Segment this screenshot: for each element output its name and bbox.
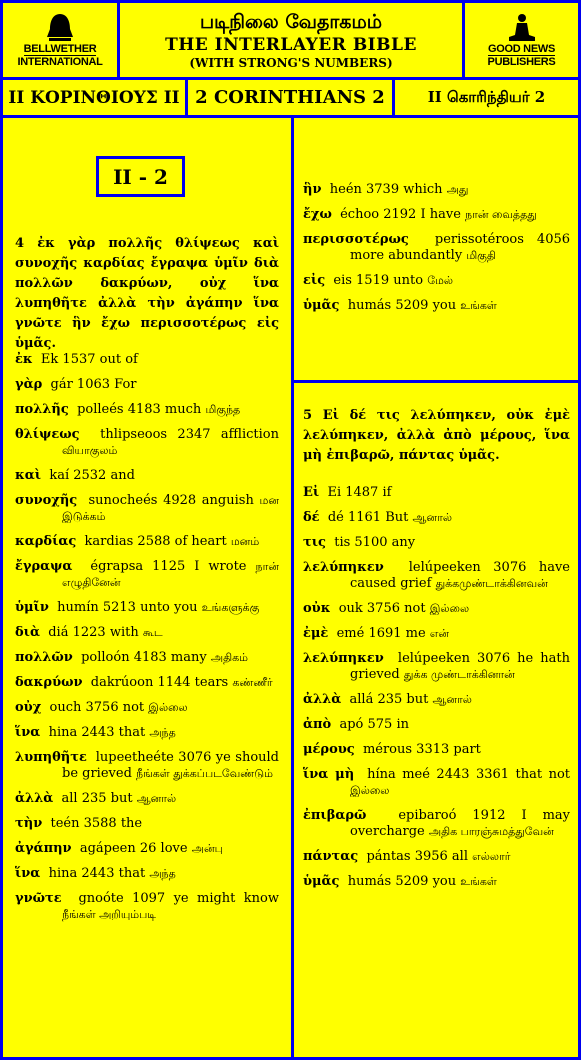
tamil-gloss: இல்லை [350,784,390,797]
greek-word: ἐπιβαρῶ [303,808,367,823]
right-top-column [291,115,581,383]
main-title: THE INTERLAYER BIBLE [165,34,417,55]
subtitle: (WITH STRONG'S NUMBERS) [189,55,393,70]
word-entry [303,651,570,683]
word-entry [15,493,279,525]
word-entry [303,273,570,289]
translation-text: ouk 3756 not [338,601,426,616]
translation-text: teén 3588 the [50,816,143,831]
greek-word: οὐχ [15,700,42,715]
tamil-gloss: மேல் [427,274,453,287]
greek-word: λελύπηκεν [303,560,384,575]
tamil-gloss: நான் வைத்தது [465,208,537,221]
word-entry [15,427,279,459]
tamil-gloss: எல்லார் [472,850,511,863]
translation-text: all 235 but [61,791,133,806]
tamil-gloss: ஆனால் [412,511,452,524]
word-entry [15,725,279,741]
word-entry [303,298,570,314]
greek-word: ἵνα [15,866,41,881]
greek-word: καὶ [15,468,42,483]
translation-text: pántas 3956 all [366,849,468,864]
translation-text: humín 5213 unto you [57,600,198,615]
greek-word: ἵνα [15,725,41,740]
rider-icon [505,13,539,43]
word-entry [15,600,279,616]
tamil-gloss: இல்லை [429,602,470,615]
word-entry [15,650,279,666]
greek-word: ὑμᾶς [303,874,340,889]
word-entry [15,534,279,550]
left-column [0,115,294,1060]
translation-text: ouch 3756 not [49,700,145,715]
greek-word: ἀλλὰ [15,791,54,806]
translation-text: sunocheés 4928 anguish [88,493,254,508]
word-entry [15,559,279,591]
bellwether-logo [0,0,120,80]
right-bottom-column [291,380,581,1060]
translation-text: kaí 2532 and [49,468,135,483]
chapter-label: II - 2 [96,156,185,197]
greek-word: διὰ [15,625,40,640]
logo-line-good-news: GOOD NEWS [488,42,555,55]
tamil-gloss: கூட [142,626,163,639]
greek-word: τις [303,535,326,550]
right-bottom-word-entries [303,485,570,899]
greek-word: λυπηθῆτε [15,750,87,765]
logo-line-publishers: PUBLISHERS [487,55,556,68]
left-word-entries [15,352,279,932]
tamil-gloss: அதிகம் [210,651,248,664]
greek-word: συνοχῆς [15,493,78,508]
translation-text: mérous 3313 part [362,742,481,757]
tamil-gloss: கண்ணீர் [232,676,273,689]
tamil-gloss: ஆனால் [432,693,472,706]
translation-text: tis 5100 any [334,535,416,550]
word-entry [303,742,570,758]
translation-text: égrapsa 1125 I wrote [90,559,247,574]
book-title-greek: II ΚΟΡΙΝΘΙΟΥΣ II [0,77,188,118]
tamil-gloss: மிகுதி [466,249,496,262]
translation-text: hina 2443 that [48,866,146,881]
word-entry [303,510,570,526]
translation-text: epibaroó 1912 I may overcharge [350,808,571,839]
greek-word: ἐμὲ [303,626,329,641]
translation-text: emé 1691 me [336,626,426,641]
translation-text: apó 575 in [339,717,409,732]
word-entry [15,468,279,484]
verse-5-text: 5 Εἰ δέ τις λελύπηκεν, οὐκ ἐμὲ λελύπηκεν, ἀλλὰ ἀπὸ μέρους, ἵνα μὴ ἐπιβαρῶ, πάντας ὑμᾶς. [303,408,570,463]
tamil-title: படிநிலை வேதாகமம் [199,10,383,33]
greek-word: ἀγάπην [15,841,72,856]
translation-text: gár 1063 For [50,377,137,392]
translation-text: eis 1519 unto [333,273,424,288]
word-entry [15,750,279,782]
tamil-gloss: துக்க முண்டாக்கினான் [403,668,515,681]
word-entry [15,377,279,393]
greek-word: πολλῶν [15,650,73,665]
word-entry [303,560,570,592]
greek-word: οὐκ [303,601,331,616]
logo-line-international: INTERNATIONAL [17,55,103,68]
translation-text: perissotéroos 4056 more abundantly [350,232,571,263]
word-entry [303,767,570,799]
greek-word: λελύπηκεν [303,651,384,666]
greek-word: πολλῆς [15,402,69,417]
tamil-gloss: அதிக பாரஞ்சுமத்துவேன் [428,825,554,838]
translation-text: polleés 4183 much [77,402,202,417]
word-entry [303,626,570,642]
word-entry [303,692,570,708]
greek-word: ὑμῖν [15,600,49,615]
greek-word: Εἰ [303,485,320,500]
greek-word: ἀλλὰ [303,692,342,707]
translation-text: lupeetheéte 3076 ye should be grieved [62,750,279,781]
greek-word: γὰρ [15,377,43,392]
tamil-gloss: நீங்கள் துக்கப்படவேண்டும் [136,767,273,780]
greek-word: γνῶτε [15,891,62,906]
book-title-tamil: II கொரிந்தியர் 2 [392,77,581,118]
greek-word: τὴν [15,816,43,831]
word-entry [303,808,570,840]
greek-word: καρδίας [15,534,77,549]
tamil-gloss: அந்த [149,867,176,880]
right-top-word-entries [303,182,570,323]
tamil-gloss: மனம் [230,535,260,548]
word-entry [303,717,570,733]
word-entry [15,625,279,641]
greek-word: ἵνα μὴ [303,767,355,782]
good-news-logo [462,0,581,80]
word-entry [15,675,279,691]
verse-4-text: 4 ἐκ γὰρ πολλῆς θλίψεως καὶ συνοχῆς καρδίας ἔγραψα ὑμῖν διὰ πολλῶν δακρύων, οὐχ ἵνα λυπηθῆτε ἀλλὰ τὴν ἀγάπην ἵνα γνῶτε ἣν ἔχω περισσοτέρως εἰς ὑμᾶς. [15,236,279,351]
word-entry [15,700,279,716]
tamil-gloss: உங்களுக்கு [201,601,260,614]
translation-text: diá 1223 with [48,625,139,640]
word-entry [303,182,570,198]
translation-text: Ek 1537 out of [40,352,138,367]
tamil-gloss: நான் எழுதினேன் [62,560,279,589]
word-entry [303,485,570,501]
tamil-gloss: உங்கள் [460,875,497,888]
greek-word: μέρους [303,742,355,757]
translation-text: hina 2443 that [48,725,146,740]
word-entry [303,849,570,865]
greek-word: θλίψεως [15,427,80,442]
greek-word: ἣν [303,182,322,197]
tamil-gloss: ஆனால் [136,792,177,805]
greek-word: ὑμᾶς [303,298,340,313]
translation-text: lelúpeeken 3076 he hath grieved [350,651,570,682]
translation-text: heén 3739 which [329,182,443,197]
translation-text: gnoóte 1097 ye might know [78,891,280,906]
tamil-gloss: என் [429,627,450,640]
translation-text: thlipseoos 2347 affliction [100,427,279,442]
word-entry [15,791,279,807]
translation-text: dé 1161 But [327,510,409,525]
translation-text: polloón 4183 many [81,650,207,665]
tamil-gloss: மிகுந்த [205,403,241,416]
word-entry [303,601,570,617]
greek-word: ἔχω [303,207,332,222]
tamil-gloss: வியாகுலம் [62,444,118,457]
title-block [117,0,465,80]
bell-icon [43,13,77,43]
word-entry [15,841,279,857]
translation-text: humás 5209 you [347,874,457,889]
greek-word: ἐκ [15,352,33,367]
translation-text: échoo 2192 I have [340,207,461,222]
translation-text: Ei 1487 if [327,485,392,500]
word-entry [15,891,279,923]
greek-word: δακρύων [15,675,83,690]
greek-word: περισσοτέρως [303,232,409,247]
translation-text: humás 5209 you [347,298,457,313]
translation-text: agápeen 26 love [79,841,188,856]
translation-text: allá 235 but [349,692,429,707]
word-entry [15,402,279,418]
translation-text: kardias 2588 of heart [84,534,227,549]
word-entry [303,207,570,223]
tamil-gloss: இல்லை [148,701,188,714]
greek-word: ἀπὸ [303,717,332,732]
tamil-gloss: அந்த [149,726,176,739]
tamil-gloss: அது [446,183,469,196]
tamil-gloss: நீங்கள் அறியும்படி [62,908,157,921]
logo-line-bellwether: BELLWETHER [23,42,97,55]
tamil-gloss: மன இடுக்கம் [62,494,280,523]
translation-text: lelúpeeken 3076 have caused grief [350,560,571,591]
word-entry [15,866,279,882]
tamil-gloss: அன்பு [191,842,223,855]
book-title-english: 2 CORINTHIANS 2 [185,77,395,118]
greek-word: εἰς [303,273,326,288]
translation-text: dakrúoon 1144 tears [90,675,229,690]
greek-word: δέ [303,510,320,525]
greek-word: πάντας [303,849,359,864]
word-entry [15,352,279,368]
tamil-gloss: துக்கமுண்டாக்கினவன் [435,577,548,590]
tamil-gloss: உங்கள் [460,299,497,312]
greek-word: ἔγραψα [15,559,73,574]
word-entry [303,535,570,551]
word-entry [303,874,570,890]
translation-text: hína meé 2443 3361 that not [367,767,570,782]
word-entry [303,232,570,264]
word-entry [15,816,279,832]
